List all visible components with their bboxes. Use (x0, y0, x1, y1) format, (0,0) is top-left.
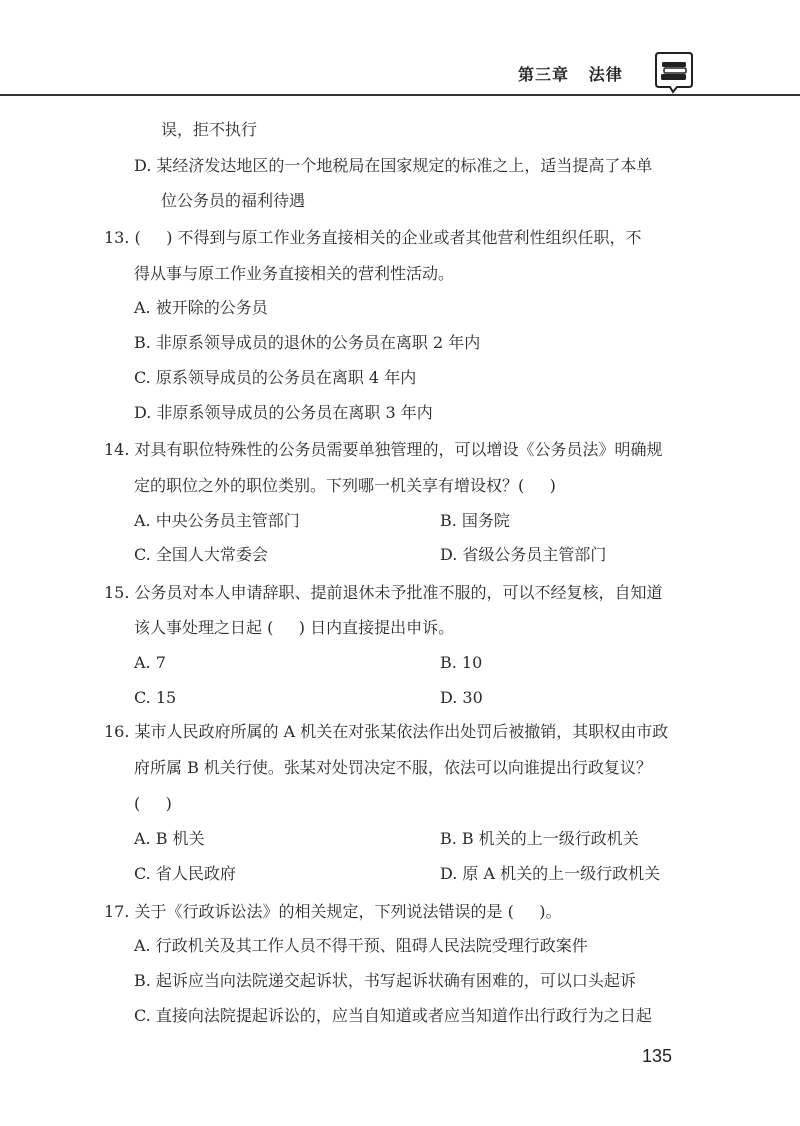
option-d: D. 非原系领导成员的公务员在离职 3 年内 (134, 403, 433, 422)
text-line: 得从事与原工作业务直接相关的营利性活动。 (134, 264, 455, 283)
books-icon (652, 50, 696, 94)
question-17: 17. 关于《行政诉讼法》的相关规定，下列说法错误的是 ( )。 (104, 902, 562, 921)
option-c: C. 省人民政府 (134, 864, 236, 883)
option-b: B. 非原系领导成员的退休的公务员在离职 2 年内 (134, 333, 481, 352)
option-d: D. 省级公务员主管部门 (440, 545, 607, 564)
option-a: A. 7 (134, 653, 166, 672)
question-15: 15. 公务员对本人申请辞职、提前退休未予批准不服的，可以不经复核，自知道 (104, 583, 663, 602)
option-a: A. 行政机关及其工作人员不得干预、阻碍人民法院受理行政案件 (134, 936, 588, 955)
option-d: D. 30 (440, 688, 483, 707)
option-a: A. 被开除的公务员 (134, 298, 268, 317)
option-c: C. 15 (134, 688, 177, 707)
header-rule (0, 94, 800, 96)
option-b: B. 起诉应当向法院递交起诉状，书写起诉状确有困难的，可以口头起诉 (134, 971, 636, 990)
option-d: D. 原 A 机关的上一级行政机关 (440, 864, 661, 883)
text-line: 误，拒不执行 (161, 120, 258, 139)
chapter-heading: 第三章 法律 (518, 65, 623, 84)
option-c: C. 直接向法院提起诉讼的，应当自知道或者应当知道作出行政行为之日起 (134, 1006, 652, 1025)
option-c: C. 全国人大常委会 (134, 545, 268, 564)
page-number: 135 (642, 1046, 673, 1066)
option-b: B. 国务院 (440, 511, 510, 530)
option-b: B. 10 (440, 653, 483, 672)
option-a: A. B 机关 (134, 829, 205, 848)
text-line: ( ) (134, 794, 172, 813)
text-line: D. 某经济发达地区的一个地税局在国家规定的标准之上，适当提高了本单 (134, 156, 653, 175)
text-line: 定的职位之外的职位类别。下列哪一机关享有增设权？( ) (134, 476, 556, 495)
option-b: B. B 机关的上一级行政机关 (440, 829, 639, 848)
question-13: 13. ( ) 不得到与原工作业务直接相关的企业或者其他营利性组织任职，不 (104, 228, 642, 247)
question-14: 14. 对具有职位特殊性的公务员需要单独管理的，可以增设《公务员法》明确规 (104, 440, 663, 459)
text-line: 府所属 B 机关行使。张某对处罚决定不服，依法可以向谁提出行政复议？ (134, 758, 652, 777)
option-c: C. 原系领导成员的公务员在离职 4 年内 (134, 368, 417, 387)
text-line: 位公务员的福利待遇 (161, 191, 306, 210)
question-16: 16. 某市人民政府所属的 A 机关在对张某依法作出处罚后被撤销，其职权由市政 (104, 722, 669, 741)
text-line: 该人事处理之日起 ( ) 日内直接提出申诉。 (134, 618, 455, 637)
option-a: A. 中央公务员主管部门 (134, 511, 300, 530)
